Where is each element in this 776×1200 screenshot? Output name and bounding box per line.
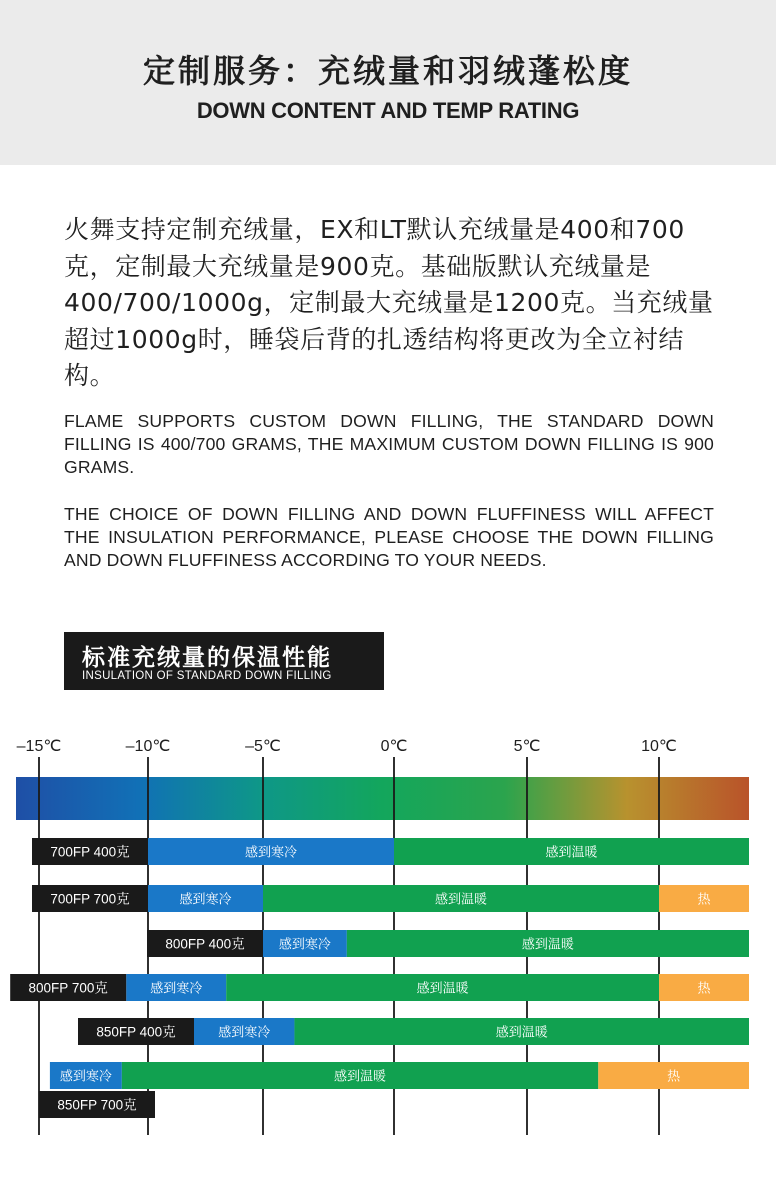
section-title: 标准充绒量的保温性能	[82, 645, 332, 671]
bar-cold-label: 感到寒冷	[244, 845, 298, 861]
bar-hot-label: 热	[697, 981, 711, 997]
bar-warm-label: 感到温暖	[434, 892, 488, 908]
bar-warm-label: 感到温暖	[521, 937, 574, 953]
bar-warm-label: 感到温暖	[545, 845, 598, 861]
intro-paragraph-en-2: THE CHOICE OF DOWN FILLING AND DOWN FLUFFINESS WILL AFFECT THE INSULATION PERFORMANCE, PLEASE CHOOSE THE DOWN FILLING AND DOWN FLUFFINESS ACCORDING TO YOUR NEEDS.	[64, 504, 714, 570]
bar-cold-label: 感到寒冷	[179, 892, 232, 908]
x-tick-label: 10℃	[641, 738, 677, 755]
x-tick-label: –15℃	[16, 738, 62, 755]
series-label: 800FP 700克	[28, 980, 108, 996]
bar-cold-label: 感到寒冷	[278, 937, 331, 953]
bar-cold-label: 感到寒冷	[59, 1069, 112, 1085]
intro-paragraph-en-1: FLAME SUPPORTS CUSTOM DOWN FILLING, THE STANDARD DOWN FILLING IS 400/700 GRAMS, THE MAXIMUM CUSTOM DOWN FILLING IS 900 GRAMS.	[64, 411, 714, 477]
series-label: 700FP 700克	[50, 891, 130, 907]
header-banner	[0, 0, 776, 165]
bar-warm-label: 感到温暖	[495, 1025, 548, 1041]
series-label: 800FP 400克	[165, 936, 245, 952]
series-label: 850FP 700克	[57, 1097, 137, 1113]
temperature-gradient-bar	[16, 777, 749, 820]
bar-hot-label: 热	[667, 1069, 681, 1085]
page-subtitle: DOWN CONTENT AND TEMP RATING	[196, 98, 580, 123]
temperature-range-chart	[0, 725, 776, 1145]
x-tick-label: –10℃	[125, 738, 171, 755]
bar-warm-label: 感到温暖	[334, 1069, 387, 1085]
bar-cold-label: 感到寒冷	[150, 981, 203, 997]
bar-hot-label: 热	[697, 892, 711, 908]
series-label: 700FP 400克	[50, 844, 130, 860]
series-label: 850FP 400克	[96, 1024, 176, 1040]
x-tick-label: –5℃	[245, 738, 281, 755]
intro-paragraph-cn: 火舞支持定制充绒量，EX和LT默认充绒量是400和700克，定制最大充绒量是900克。基础版默认充绒量是400/700/1000g，定制最大充绒量是1200克。当充绒量超过1000g时，睡袋后背的扎透结构将更改为全立衬结构。	[64, 215, 714, 390]
page-title: 定制服务：充绒量和羽绒蓬松度	[142, 52, 633, 90]
section-subtitle: INSULATION OF STANDARD DOWN FILLING	[82, 670, 332, 682]
section-badge	[64, 632, 384, 690]
bar-warm-label: 感到温暖	[416, 981, 469, 997]
x-tick-label: 5℃	[513, 738, 541, 755]
x-tick-label: 0℃	[380, 738, 408, 755]
bar-cold-label: 感到寒冷	[218, 1025, 271, 1041]
